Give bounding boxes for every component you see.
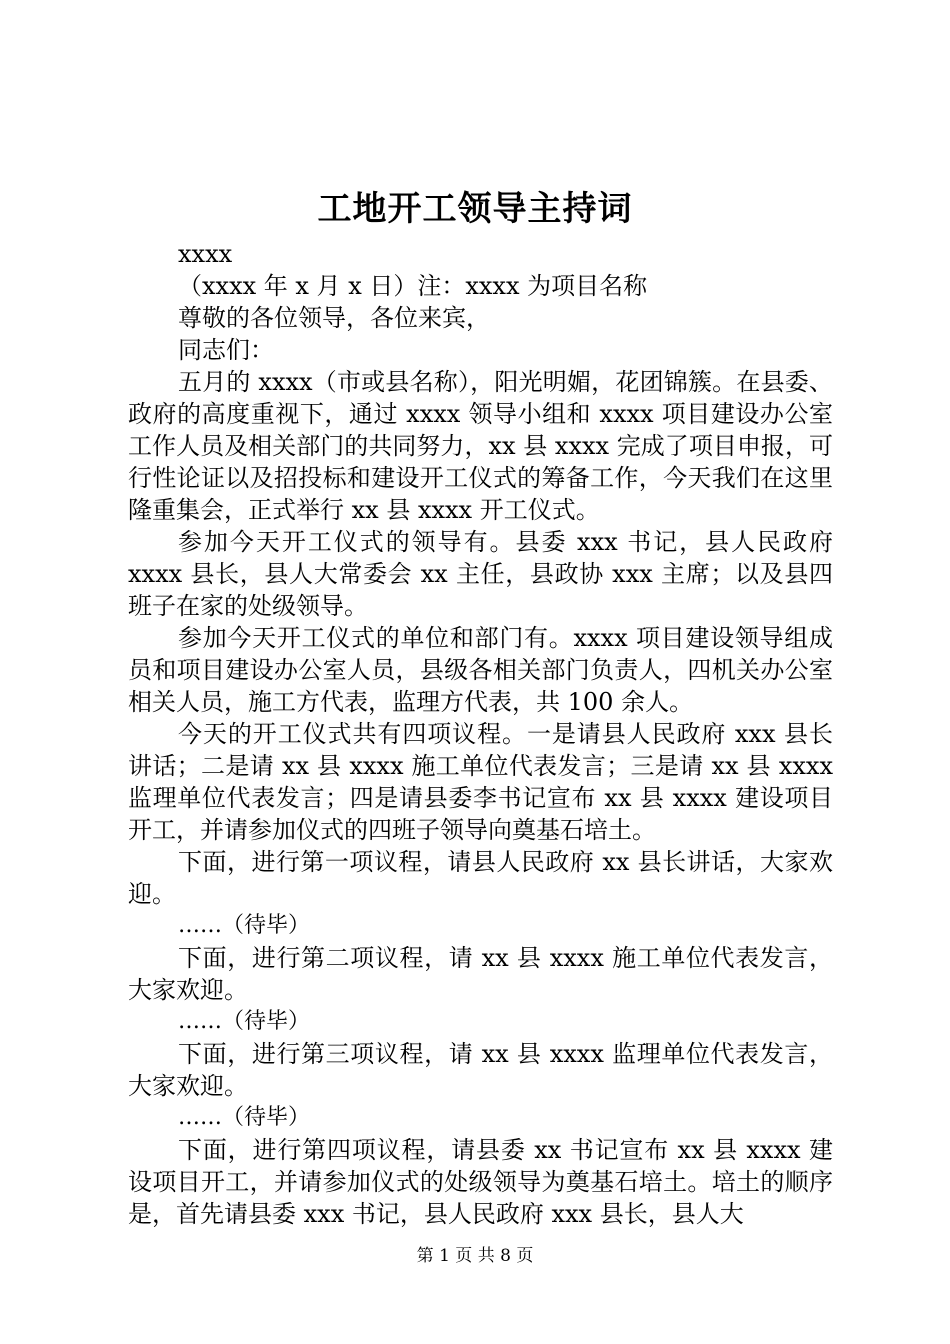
page-number-footer: 第 1 页 共 8 页	[416, 1246, 534, 1266]
pause-line: ……（待毕）	[178, 1009, 311, 1034]
pause-line: ……（待毕）	[178, 913, 311, 938]
project-name-line: xxxx	[178, 240, 233, 268]
salutation-line: 同志们：	[178, 336, 274, 364]
body-paragraph: 参加今天开工仪式的单位和部门有。xxxx 项目建设领导组成员和项目建设办公室人员，县级各相关部门负责人，四机关办公室相关人员，施工方代表，监理方代表，共 100 余人。	[128, 624, 833, 716]
document-body	[128, 238, 833, 1230]
body-paragraph: 今天的开工仪式共有四项议程。一是请县人民政府 xxx 县长讲话；二是请 xx 县 xxxx 施工单位代表发言；三是请 xx 县 xxxx 监理单位代表发言；四是请县委李书记宣布 xx 县 xxxx 建设项目开工，并请参加仪式的四班子领导向奠基石培土。	[128, 720, 833, 844]
body-paragraph: 下面，进行第一项议程，请县人民政府 xx 县长讲话，大家欢迎。	[128, 848, 833, 908]
body-paragraph: 下面，进行第二项议程，请 xx 县 xxxx 施工单位代表发言，大家欢迎。	[128, 944, 833, 1004]
document-title: 工地开工领导主持词	[317, 189, 633, 229]
pause-line: ……（待毕）	[178, 1105, 311, 1130]
body-paragraph: 参加今天开工仪式的领导有。县委 xxx 书记，县人民政府 xxxx 县长，县人大常委会 xx 主任，县政协 xxx 主席；以及县四班子在家的处级领导。	[128, 528, 833, 620]
date-note-line: （xxxx 年 x 月 x 日）注：xxxx 为项目名称	[178, 272, 648, 300]
salutation-line: 尊敬的各位领导，各位来宾，	[178, 304, 490, 332]
body-paragraph: 下面，进行第四项议程，请县委 xx 书记宣布 xx 县 xxxx 建设项目开工，并请参加仪式的处级领导为奠基石培土。培土的顺序是，首先请县委 xxx 书记，县人民政府 xxx 县长，县人大	[128, 1136, 833, 1228]
body-paragraph: 五月的 xxxx（市或县名称），阳光明媚，花团锦簇。在县委、政府的高度重视下，通过 xxxx 领导小组和 xxxx 项目建设办公室工作人员及相关部门的共同努力，xx 县 xxxx 完成了项目申报，可行性论证以及招投标和建设开工仪式的筹备工作，今天我们在这里隆重集会，正式举行 xx 县 xxxx 开工仪式。	[128, 368, 833, 524]
body-paragraph: 下面，进行第三项议程，请 xx 县 xxxx 监理单位代表发言，大家欢迎。	[128, 1040, 833, 1100]
